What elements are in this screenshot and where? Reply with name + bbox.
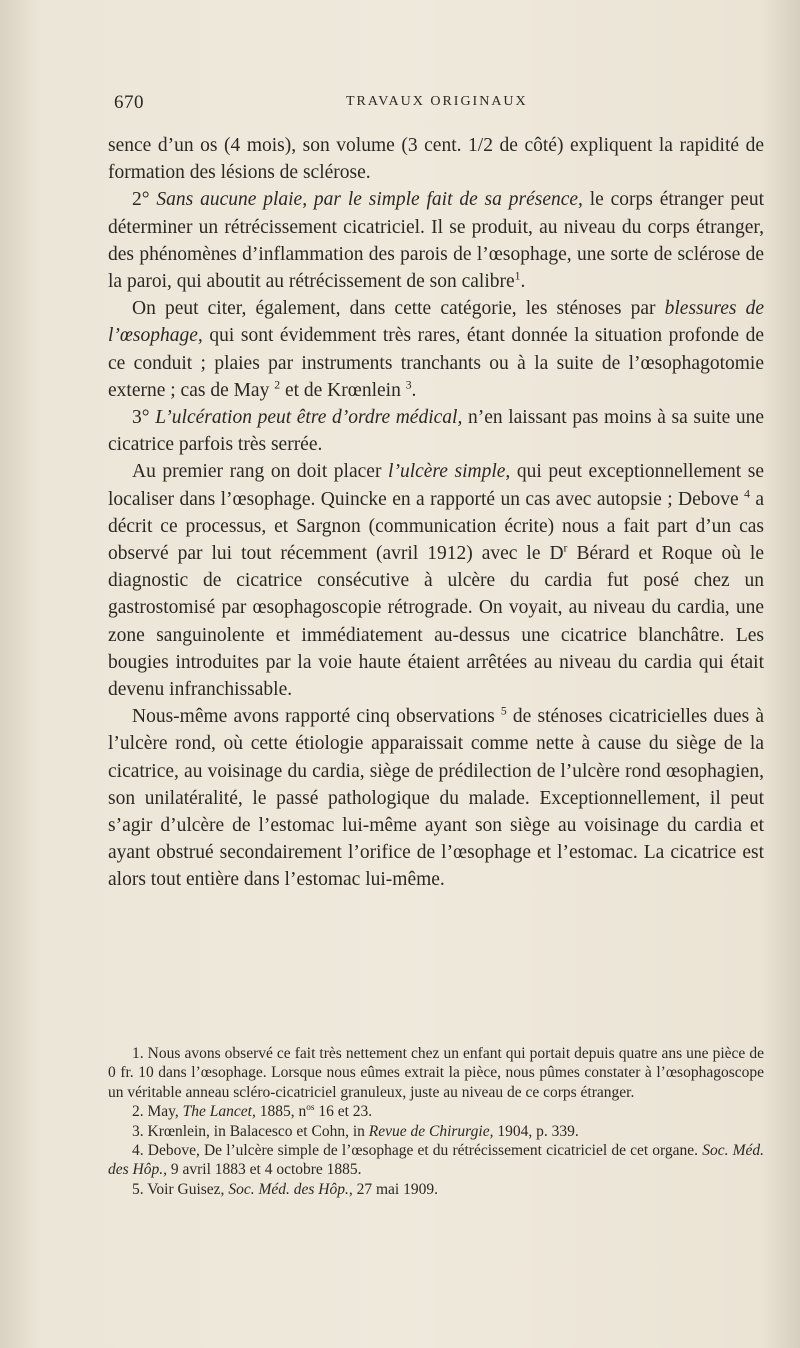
superscript: os xyxy=(306,1103,315,1114)
paragraph-5 xyxy=(108,458,764,703)
page-number: 670 xyxy=(114,92,144,113)
footnote-2 xyxy=(108,1102,764,1121)
paragraph-5-text: qui peut exceptionnellement se localiser dans l’œsophage. Quincke en a rapporté un cas avec autopsie ; Debove xyxy=(108,461,765,510)
paragraph-5-text: Au premier rang on doit placer xyxy=(132,461,382,483)
footnotes xyxy=(108,1044,764,1199)
footnote-ref: 4 xyxy=(744,487,750,501)
italic-phrase: blessures de l’œsophage, xyxy=(108,298,765,347)
footnote-5 xyxy=(108,1180,764,1199)
journal-title: Soc. Méd. des Hôp., xyxy=(108,1142,765,1179)
footnote-text: 1. Nous avons observé ce fait très nettement chez un enfant qui portait depuis quatre ans une pièce de 0 fr. 10 dans l’œsophage. Lorsque nous eûmes extrait la pièce, nous pûmes constater à l’œsophagoscope un véritable anneau scléro-cicatriciel granuleux, juste au niveau de ce corps étranger. xyxy=(108,1045,764,1101)
journal-title: Soc. Méd. des Hôp., xyxy=(228,1180,353,1198)
footnote-4 xyxy=(108,1141,764,1180)
journal-title: The Lancet, xyxy=(182,1103,256,1121)
paragraph-2 xyxy=(108,186,764,295)
page-header xyxy=(114,92,754,118)
footnote-ref: 1 xyxy=(514,269,521,283)
paragraph-3-text: qui sont évidemment très rares, étant donnée la situation profonde de ce conduit ; plaies par instruments tranchants ou à la suite de l’œsophagotomie externe ; cas de May xyxy=(108,325,765,401)
paragraph-5-text: Bérard et Roque où le diagnostic de cicatrice consécutive à ulcère du cardia fut posé chez un gastrostomisé par œsophagoscopie rétrograde. On voyait, au niveau du cardia, une zone sanguinolente et immédiatement au-dessus une cicatrice blanchâtre. Les bougies introduites par la voie haute étaient arrêtées au niveau du cardia qui était devenu infranchissable. xyxy=(108,543,765,701)
footnote-text: 16 et 23. xyxy=(318,1103,373,1121)
footnote-text: 9 avril 1883 et 4 octobre 1885. xyxy=(170,1161,362,1179)
paragraph-3-text: et de Krœnlein xyxy=(284,379,401,401)
footnote-ref: 2 xyxy=(274,378,281,392)
footnote-text: 1904, p. 339. xyxy=(497,1122,579,1140)
footnote-3 xyxy=(108,1122,764,1141)
footnote-text: 4. Debove, De l’ulcère simple de l’œsophage et du rétrécissement cicatriciel de cet organe. xyxy=(132,1142,699,1160)
italic-phrase: l’ulcère simple, xyxy=(388,461,511,483)
footnote-text: 1885, n xyxy=(259,1103,307,1121)
footnote-ref: 5 xyxy=(500,704,507,718)
footnote-text: 5. Voir Guisez, xyxy=(132,1180,225,1198)
paragraph-6-text: de sténoses cicatricielles dues à l’ulcère rond, où cette étiologie apparaissait comme nette à cause du siège de la cicatrice, au voisinage du cardia, siège de prédilection de l’ulcère rond œsophagien, son unilatéralité, le passé pathologique du malade. Exceptionnellement, il peut s’agir d’ulcère de l’estomac lui-même ayant son siège au voisinage du cardia et ayant obstrué secondairement l’orifice de l’œsophage et l’estomac. La cicatrice est alors tout entière dans l’estomac lui-même. xyxy=(108,706,765,891)
journal-title: Revue de Chirurgie, xyxy=(368,1122,494,1140)
paragraph-6 xyxy=(108,703,764,893)
body-text xyxy=(108,132,764,894)
paragraph-4-text: n’en laissant pas moins à sa suite une cicatrice parfois très serrée. xyxy=(108,407,764,456)
paragraph-3-text: On peut citer, également, dans cette catégorie, les sténoses par xyxy=(132,298,656,320)
punctuation: . xyxy=(411,379,417,401)
italic-heading: L’ulcération peut être d’ordre médical, xyxy=(155,407,463,429)
running-head: TRAVAUX ORIGINAUX xyxy=(346,94,528,109)
footnote-text: 2. May, xyxy=(132,1103,179,1121)
paragraph-3 xyxy=(108,295,764,404)
superscript: r xyxy=(563,541,568,555)
italic-heading: Sans aucune plaie, par le simple fait de sa présence, xyxy=(156,189,583,211)
paragraph-1 xyxy=(108,132,764,186)
paragraph-1-text: sence d’un os (4 mois), son volume (3 cent. 1/2 de côté) expliquent la rapidité de formation des lésions de sclérose. xyxy=(108,135,764,184)
paragraph-5-text: a décrit ce processus, et Sargnon (communication écrite) nous a fait part d’un cas observé par lui tout récemment (avril 1912) avec le D xyxy=(108,488,764,565)
footnote-text: 3. Krœnlein, in Balacesco et Cohn, in xyxy=(132,1122,365,1140)
punctuation: . xyxy=(520,271,526,293)
paragraph-6-text: Nous-même avons rapporté cinq observations xyxy=(132,706,495,728)
footnote-ref: 3 xyxy=(405,378,412,392)
paragraph-2-text: le corps étranger peut déterminer un rétrécissement cicatriciel. Il se produit, au niveau du corps étranger, des phénomènes d’inflammation des parois de l’œsophage, une sorte de sclérose de la paroi, qui aboutit au rétrécissement de son calibre xyxy=(108,189,765,293)
item-number: 3° xyxy=(132,407,150,429)
footnote-1 xyxy=(108,1044,764,1102)
item-number: 2° xyxy=(132,189,150,211)
paragraph-4 xyxy=(108,404,764,458)
footnote-text: 27 mai 1909. xyxy=(356,1180,438,1198)
